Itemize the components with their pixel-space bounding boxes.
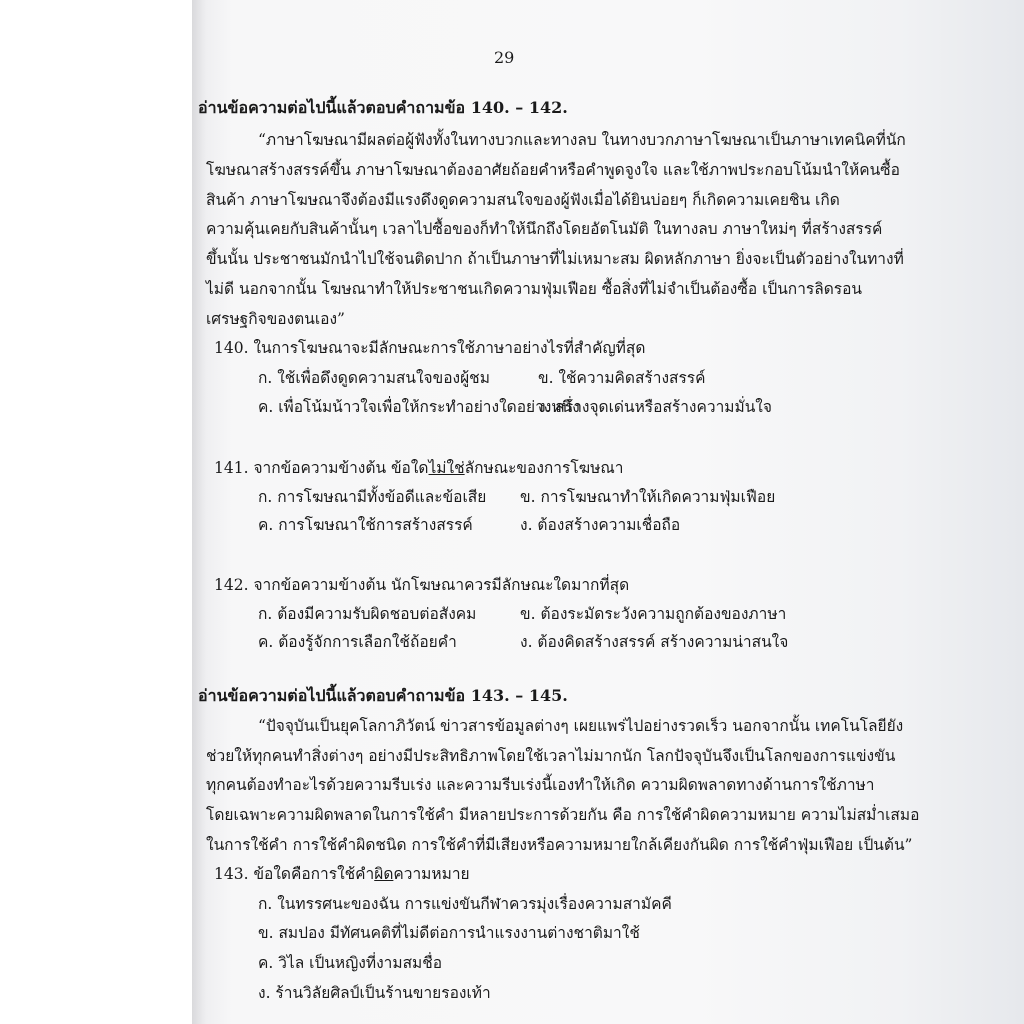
question-140: 140. ในการโฆษณาจะมีลักษณะการใช้ภาษาอย่างไรที่สำคัญที่สุด — [214, 339, 646, 357]
section-heading-140-142: อ่านข้อความต่อไปนี้แล้วตอบคำถามข้อ 140. – 142. — [198, 98, 568, 117]
option-140-c: ค. เพื่อโน้มน้าวใจเพื่อให้กระทำอย่างใดอย่างหนึ่ง — [258, 398, 580, 416]
option-142-d: ง. ต้องคิดสร้างสรรค์ สร้างความน่าสนใจ — [520, 633, 789, 651]
passage-line: ช่วยให้ทุกคนทำสิ่งต่างๆ อย่างมีประสิทธิภาพโดยใช้เวลาไม่มากนัก โลกปัจจุบันจึงเป็นโลกของการแข่งขัน — [206, 747, 896, 765]
question-143-underlined: ผิด — [374, 865, 394, 883]
passage-line: “ภาษาโฆษณามีผลต่อผู้ฟังทั้งในทางบวกและทางลบ ในทางบวกภาษาโฆษณาเป็นภาษาเทคนิคที่นัก — [258, 131, 906, 149]
question-141-text: 141. จากข้อความข้างต้น ข้อใด — [214, 459, 429, 477]
question-143-text-end: ความหมาย — [393, 865, 470, 883]
passage-line: เศรษฐกิจของตนเอง” — [206, 310, 345, 328]
option-143-d: ง. ร้านวิลัยศิลป์เป็นร้านขายรองเท้า — [258, 984, 491, 1002]
book-page — [192, 0, 1024, 1024]
option-142-a: ก. ต้องมีความรับผิดชอบต่อสังคม — [258, 605, 477, 623]
passage-line: ทุกคนต้องทำอะไรด้วยความรีบเร่ง และความรีบเร่งนี้เองทำให้เกิด ความผิดพลาดทางด้านการใช้ภาษา — [206, 776, 875, 794]
passage-line: “ปัจจุบันเป็นยุคโลกาภิวัตน์ ข่าวสารข้อมูลต่างๆ เผยแพร่ไปอย่างรวดเร็ว นอกจากนั้น เทคโนโลยียัง — [258, 717, 904, 735]
option-141-d: ง. ต้องสร้างความเชื่อถือ — [520, 516, 681, 534]
question-141-text-end: ลักษณะของการโฆษณา — [464, 459, 624, 477]
option-141-a: ก. การโฆษณามีทั้งข้อดีและข้อเสีย — [258, 488, 487, 506]
question-143-text: 143. ข้อใดคือการใช้คำ — [214, 865, 375, 883]
passage-line: ความคุ้นเคยกับสินค้านั้นๆ เวลาไปซื้อของก็ทำให้นึกถึงโดยอัตโนมัติ ในทางลบ ภาษาใหม่ๆ ที่สร้างสรรค์ — [206, 220, 883, 238]
option-142-c: ค. ต้องรู้จักการเลือกใช้ถ้อยคำ — [258, 633, 457, 651]
page-number: 29 — [494, 48, 515, 67]
passage-line: ขึ้นนั้น ประชาชนมักนำไปใช้จนติดปาก ถ้าเป็นภาษาที่ไม่เหมาะสม ผิดหลักภาษา ยิ่งจะเป็นตัวอย่างในทางที่ — [206, 250, 904, 268]
passage-line: ในการใช้คำ การใช้คำผิดชนิด การใช้คำที่มีเสียงหรือความหมายใกล้เคียงกันผิด การใช้คำฟุ่มเฟือย เป็นต้น” — [206, 836, 913, 854]
passage-line: ไม่ดี นอกจากนั้น โฆษณาทำให้ประชาชนเกิดความฟุ่มเฟือย ซื้อสิ่งที่ไม่จำเป็นต้องซื้อ เป็นการลิดรอน — [206, 280, 863, 298]
option-143-b: ข. สมปอง มีทัศนคติที่ไม่ดีต่อการนำแรงงานต่างชาติมาใช้ — [258, 924, 640, 942]
question-141-underlined: ไม่ใช่ — [428, 459, 465, 477]
option-140-d: ง. สร้างจุดเด่นหรือสร้างความมั่นใจ — [538, 398, 772, 416]
scan-margin — [0, 0, 192, 1024]
option-141-c: ค. การโฆษณาใช้การสร้างสรรค์ — [258, 516, 473, 534]
option-143-c: ค. วิไล เป็นหญิงที่งามสมชื่อ — [258, 954, 443, 972]
passage-line: โดยเฉพาะความผิดพลาดในการใช้คำ มีหลายประการด้วยกัน คือ การใช้คำผิดความหมาย ความไม่สม่ำเสมอ — [206, 806, 920, 824]
option-142-b: ข. ต้องระมัดระวังความถูกต้องของภาษา — [520, 605, 787, 623]
option-140-b: ข. ใช้ความคิดสร้างสรรค์ — [538, 369, 706, 387]
option-143-a: ก. ในทรรศนะของฉัน การแข่งขันกีฬาควรมุ่งเรื่องความสามัคคี — [258, 895, 672, 913]
section-heading-143-145: อ่านข้อความต่อไปนี้แล้วตอบคำถามข้อ 143. – 145. — [198, 686, 568, 705]
question-143 — [214, 867, 470, 883]
passage-line: โฆษณาสร้างสรรค์ขึ้น ภาษาโฆษณาต้องอาศัยถ้อยคำหรือคำพูดจูงใจ และใช้ภาพประกอบโน้มนำให้คนซื้อ — [206, 161, 900, 179]
option-140-a: ก. ใช้เพื่อดึงดูดความสนใจของผู้ชม — [258, 369, 490, 387]
question-142: 142. จากข้อความข้างต้น นักโฆษณาควรมีลักษณะใดมากที่สุด — [214, 576, 630, 594]
passage-line: สินค้า ภาษาโฆษณาจึงต้องมีแรงดึงดูดความสนใจของผู้ฟังเมื่อได้ยินบ่อยๆ ก็เกิดความเคยชิน เกิด — [206, 191, 840, 209]
question-141 — [214, 461, 623, 477]
option-141-b: ข. การโฆษณาทำให้เกิดความฟุ่มเฟือย — [520, 488, 776, 506]
